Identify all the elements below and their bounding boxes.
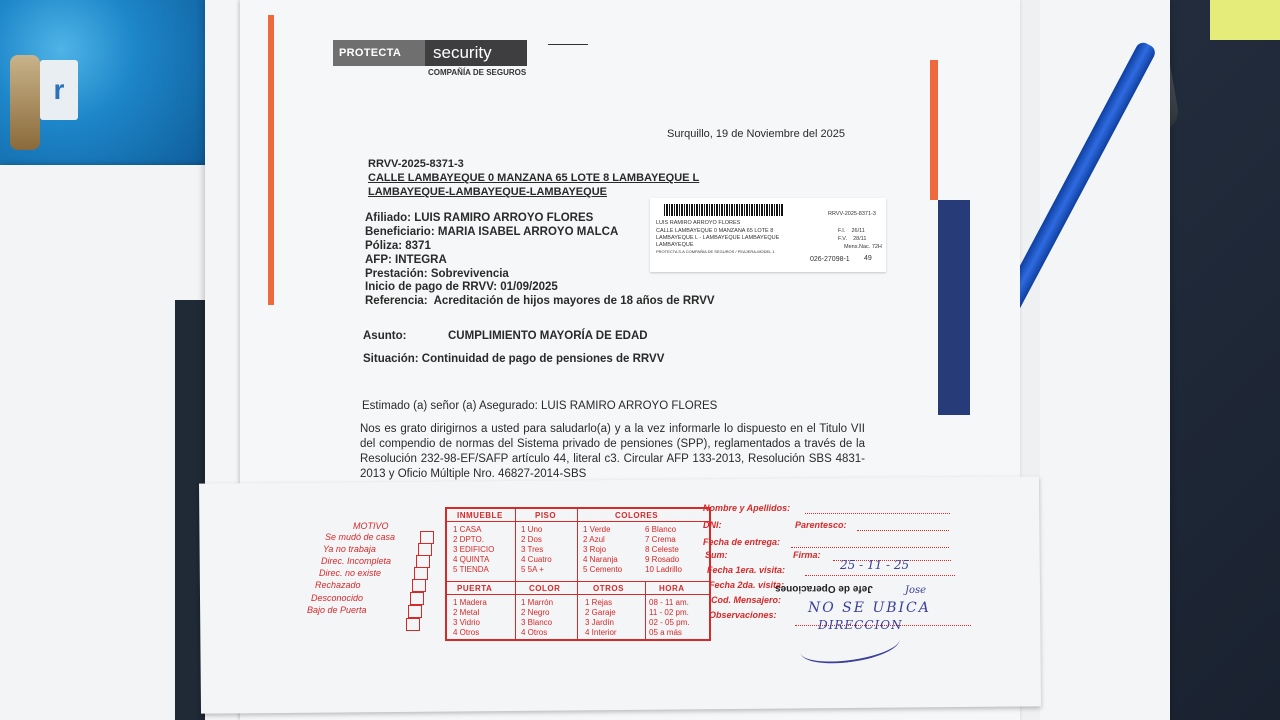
form-nombre-line — [805, 503, 950, 514]
piso-header: PISO — [535, 511, 557, 520]
field-referencia: Referencia: Acreditación de hijos mayores de 18 años de RRVV — [365, 295, 715, 307]
motivo-7: Bajo de Puerta — [307, 605, 367, 615]
handwritten-observation-1: NO SE UBICA — [808, 600, 931, 616]
sticker-qty: 49 — [864, 255, 872, 262]
form-firma: Firma: — [793, 550, 821, 560]
hora-header: HORA — [659, 584, 685, 593]
motivo-6: Desconocido — [311, 593, 364, 603]
form-sum: Sum: — [705, 550, 728, 560]
sticker-addr3: LAMBAYEQUE — [656, 242, 694, 248]
hora-list: 08 - 11 am. 11 - 02 pm. 02 - 05 pm. 05 a más — [649, 598, 690, 637]
sticker-addr1: CALLE LAMBAYEQUE 0 MANZANA 65 LOTE 8 — [656, 228, 774, 234]
navy-accent-bar — [938, 200, 970, 415]
courier-stamp — [305, 495, 1005, 675]
situacion: Situación: Continuidad de pago de pensiones de RRVV — [363, 353, 665, 365]
form-fecha-1: Fecha 1era. visita: — [707, 565, 786, 575]
sticker-code: RRVV-2025-8371-3 — [828, 211, 876, 217]
motivo-2: Ya no trabaja — [323, 544, 376, 554]
barcode — [664, 204, 784, 216]
sticker-fv: F.V. 28/11 — [838, 236, 867, 242]
notebook-label: r — [40, 60, 78, 120]
grid-row-divider — [447, 521, 709, 522]
field-inicio-pago: Inicio de pago de RRVV: 01/09/2025 — [365, 281, 558, 293]
pen-mark — [548, 44, 588, 49]
grid-col-divider — [515, 509, 516, 639]
sticker-name: LUIS RAMIRO ARROYO FLORES — [656, 220, 741, 226]
inmueble-list: 1 CASA 2 DPTO. 3 EDIFICIO 4 QUINTA 5 TIENDA — [453, 525, 495, 574]
motivo-1: Se mudó de casa — [325, 532, 396, 542]
motivo-checkbox — [406, 618, 420, 631]
address-line-2: LAMBAYEQUE-LAMBAYEQUE-LAMBAYEQUE — [368, 186, 607, 198]
logo-subtitle: COMPAÑÍA DE SEGUROS — [428, 68, 527, 77]
letter-date: Surquillo, 19 de Noviembre del 2025 — [667, 128, 845, 140]
inmueble-header: INMUEBLE — [457, 511, 503, 520]
form-nombre: Nombre y Apellidos: — [703, 503, 791, 513]
otros-list: 1 Rejas 2 Garaje 3 Jardín 4 Interior — [585, 598, 617, 637]
form-fecha-entrega-line — [791, 537, 949, 548]
field-afiliado: Afiliado: LUIS RAMIRO ARROYO FLORES — [365, 212, 594, 224]
piso-list: 1 Uno 2 Dos 3 Tres 4 Cuatro 5 5A + — [521, 525, 552, 574]
field-beneficiario: Beneficiario: MARIA ISABEL ARROYO MALCA — [365, 226, 619, 238]
colores-list-b: 6 Blanco 7 Crema 8 Celeste 9 Rosado 10 Ladrillo — [645, 525, 682, 574]
greeting: Estimado (a) señor (a) Asegurado: LUIS RAMIRO ARROYO FLORES — [362, 400, 718, 412]
handwritten-observation-2: DIRECCION — [818, 618, 903, 632]
puerta-header: PUERTA — [457, 584, 493, 593]
form-observaciones: Observaciones: — [709, 610, 777, 620]
motivo-3: Direc. Incompleta — [321, 556, 392, 566]
address-line-1: CALLE LAMBAYEQUE 0 MANZANA 65 LOTE 8 LAMBAYEQUE L — [368, 172, 700, 184]
motivo-5: Rechazado — [315, 580, 361, 590]
motivo-4: Direc. no existe — [319, 568, 382, 578]
sticky-note — [1210, 0, 1280, 40]
form-dni: DNI: — [703, 520, 722, 530]
field-poliza: Póliza: 8371 — [365, 240, 431, 252]
sticker-sender: PROTECTA S.A COMPAÑIA DE SEGUROS / PEAJERA-MODEL 1 — [656, 249, 775, 254]
field-afp: AFP: INTEGRA — [365, 254, 447, 266]
sticker-guide: 026-27098-1 — [810, 256, 850, 263]
grid-row-divider — [447, 594, 709, 595]
motivo-checkbox — [410, 592, 424, 605]
handwritten-code: Jose — [905, 585, 927, 596]
motivo-checkbox — [408, 605, 422, 618]
motivo-checkbox — [412, 579, 426, 592]
sticker-nac: Mens.Nac. 72H — [844, 244, 882, 250]
orange-accent-bar — [268, 15, 274, 305]
form-parentesco: Parentesco: — [795, 520, 847, 530]
logo-left: PROTECTA — [333, 40, 425, 66]
asunto-label: Asunto: — [363, 330, 407, 342]
orange-accent-bar-right — [930, 60, 938, 200]
field-prestacion: Prestación: Sobrevivencia — [365, 268, 509, 280]
padlock — [10, 55, 40, 150]
colores-header: COLORES — [615, 511, 659, 520]
stamp-grid — [445, 507, 711, 641]
form-fecha-entrega: Fecha de entrega: — [703, 537, 781, 547]
color-list: 1 Marrón 2 Negro 3 Blanco 4 Otros — [521, 598, 554, 637]
reference-code: RRVV-2025-8371-3 — [368, 158, 464, 170]
logo-right: security — [425, 40, 527, 66]
shipping-sticker — [650, 198, 886, 272]
puerta-list: 1 Madera 2 Metal 3 Vidrio 4 Otros — [453, 598, 487, 637]
grid-col-divider — [645, 581, 646, 639]
jefe-operaciones: Jefe de Operaciones — [775, 583, 873, 594]
sticker-addr2: LAMBAYEQUE L - LAMBAYEQUE LAMBAYEQUE — [656, 235, 780, 241]
sticker-fi: F.I. 26/11 — [838, 228, 865, 234]
form-parentesco-line — [857, 520, 949, 531]
otros-header: OTROS — [593, 584, 624, 593]
color-header: COLOR — [529, 584, 561, 593]
grid-row-divider — [447, 581, 709, 582]
form-cod-mensajero: Cod. Mensajero: — [711, 595, 782, 605]
asunto-value: CUMPLIMIENTO MAYORÍA DE EDAD — [448, 330, 648, 342]
motivo-title: MOTIVO — [353, 521, 389, 531]
grid-col-divider — [577, 509, 578, 639]
colores-list-a: 1 Verde 2 Azul 3 Rojo 4 Naranja 5 Cemento — [583, 525, 623, 574]
company-logo — [333, 40, 527, 66]
handwritten-date: 25 - 11 - 25 — [840, 558, 910, 572]
body-paragraph: Nos es grato dirigirnos a usted para saludarlo(a) y a la vez informarle lo dispuesto en el Titulo VII del compendio de normas del Sistema privado de pensiones (SPP), reglamentados a través de la Resolución 232-98-EF/SAFP artículo 44, literal c3. Circular AFP 133-2013, Resolución SBS 4831-2013 y Oficio Múltiple Nro. 46827-2014-SBS — [360, 423, 865, 480]
form-fecha-2: Fecha 2da. visita: — [709, 580, 785, 590]
